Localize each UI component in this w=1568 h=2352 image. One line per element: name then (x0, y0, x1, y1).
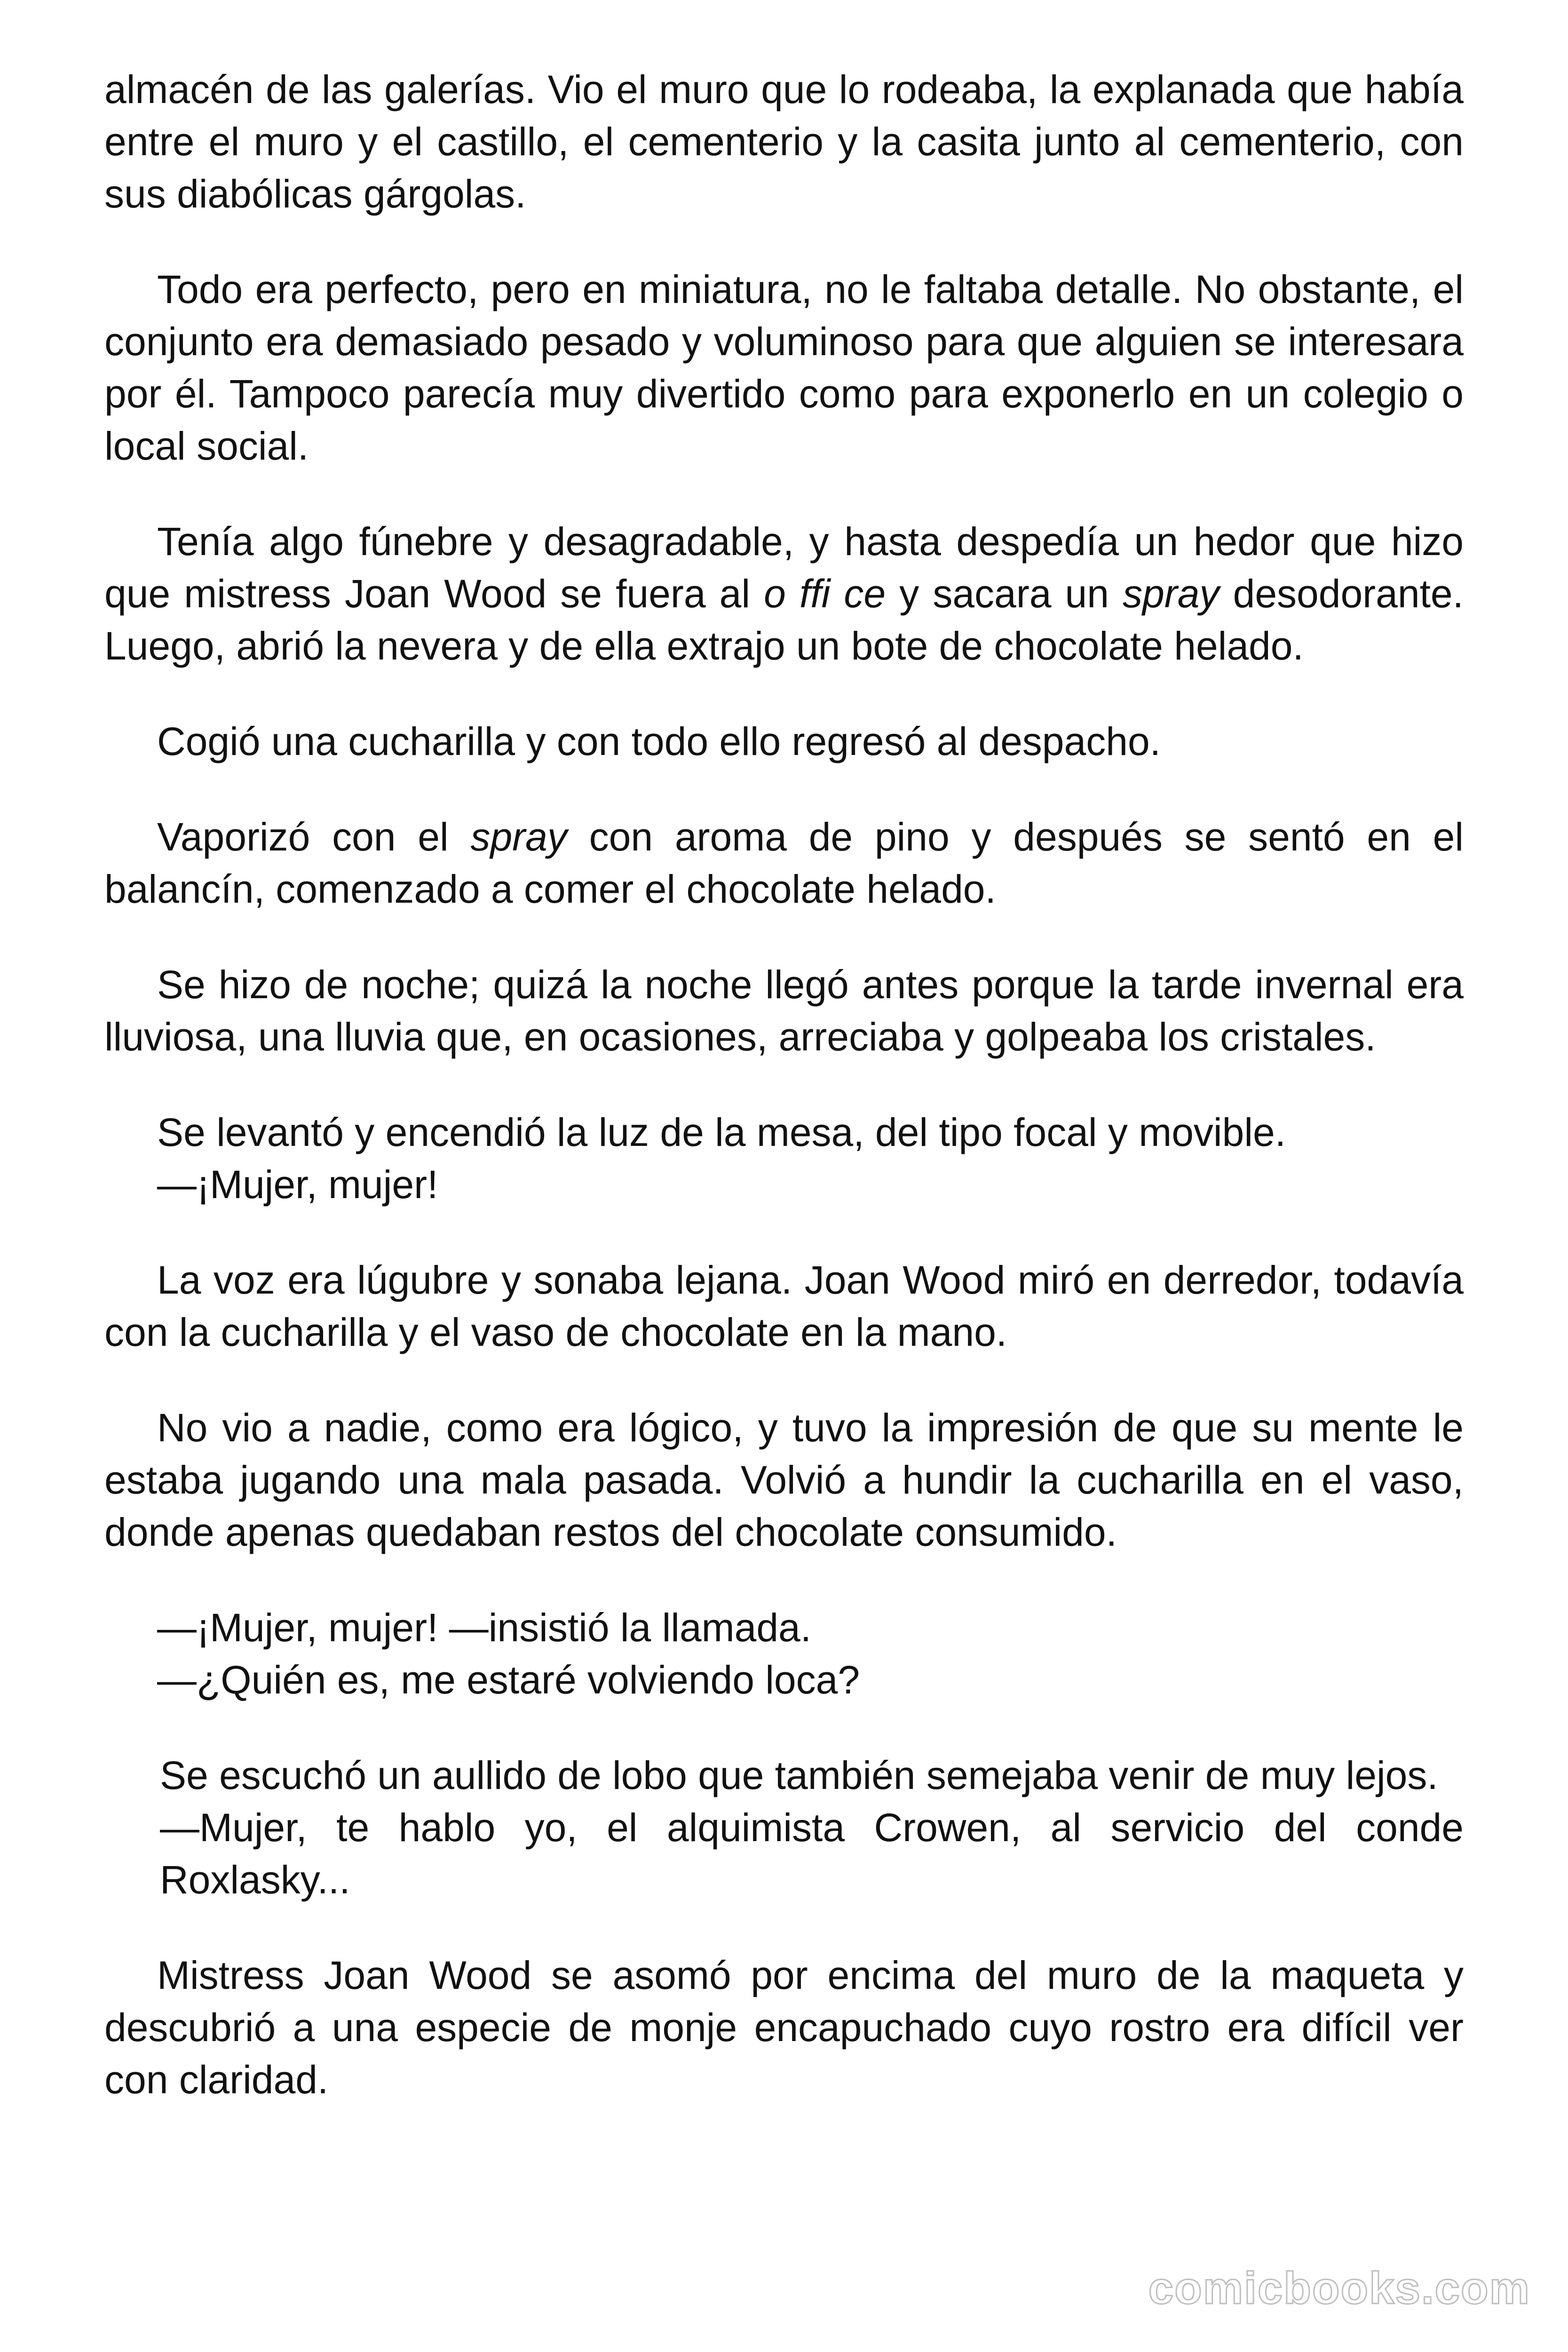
paragraph-3-part-c: desodorante. Luego, abrió la nevera y de ella extrajo un bote de chocolate helado. (104, 572, 1464, 668)
dialogue-line-2: —¡Mujer, mujer! —insistió la llamada. (157, 1605, 812, 1650)
paragraph-2: Todo era perfecto, pero en miniatura, no le faltaba detalle. No obstante, el conjunto era demasiado pesado y voluminoso para que alguien se interesara por él. Tampoco parecía muy divertido como para exponerlo en un colegio o local social. (104, 267, 1464, 468)
spray-word: spray (1123, 572, 1220, 616)
dialogue-line-1: —¡Mujer, mujer! (157, 1162, 438, 1207)
paragraph-7a: Se levantó y encendió la luz de la mesa, del tipo focal y movible. (157, 1110, 1286, 1154)
paragraph-4: Cogió una cucharilla y con todo ello regresó al despacho. (157, 719, 1161, 763)
paragraph-3 (104, 516, 1464, 672)
spray-word: spray (470, 815, 567, 859)
paragraph-8: La voz era lúgubre y sonaba lejana. Joan Wood miró en derredor, todavía con la cucharilla y el vaso de chocolate en la mano. (104, 1258, 1464, 1354)
watermark-logo: comicbooks.com (1148, 2263, 1530, 2313)
paragraph-12: Mistress Joan Wood se asomó por encima del muro de la maqueta y descubrió a una especie de monje encapuchado cuyo rostro era difícil ver con claridad. (104, 1953, 1464, 2102)
paragraph-9: No vio a nadie, como era lógico, y tuvo la impresión de que su mente le estaba jugando una mala pasada. Volvió a hundir la cucharilla en el vaso, donde apenas quedaban restos del chocolate consumido. (104, 1406, 1464, 1554)
office-word: o ffi ce (764, 572, 886, 616)
paragraph-3-part-b: y sacara un (886, 572, 1123, 616)
paragraph-11a: Se escuchó un aullido de lobo que también semejaba venir de muy lejos. (160, 1753, 1438, 1797)
paragraph-5-part-b: con aroma de pino y después se sentó en el balancín, comenzado a comer el chocolate helado. (104, 815, 1464, 911)
paragraph-6: Se hizo de noche; quizá la noche llegó antes porque la tarde invernal era lluviosa, una lluvia que, en ocasiones, arreciaba y golpeaba los cristales. (104, 962, 1464, 1059)
page-text (104, 64, 1464, 2149)
paragraph-1: almacén de las galerías. Vio el muro que lo rodeaba, la explanada que había entre el muro y el castillo, el cementerio y la casita junto al cementerio, con sus diabólicas gárgolas. (104, 67, 1464, 216)
dialogue-line-3: —¿Quién es, me estaré volviendo loca? (157, 1658, 860, 1702)
dialogue-line-4: —Mujer, te hablo yo, el alquimista Crowen, al servicio del conde Roxlasky... (160, 1805, 1464, 1902)
paragraph-5 (104, 811, 1464, 915)
paragraph-5-part-a: Vaporizó con el (157, 815, 471, 859)
paragraph-3-part-a: Tenía algo fúnebre y desagradable, y hasta despedía un hedor que hizo que mistress Joan Wood se fuera al (104, 519, 1464, 616)
